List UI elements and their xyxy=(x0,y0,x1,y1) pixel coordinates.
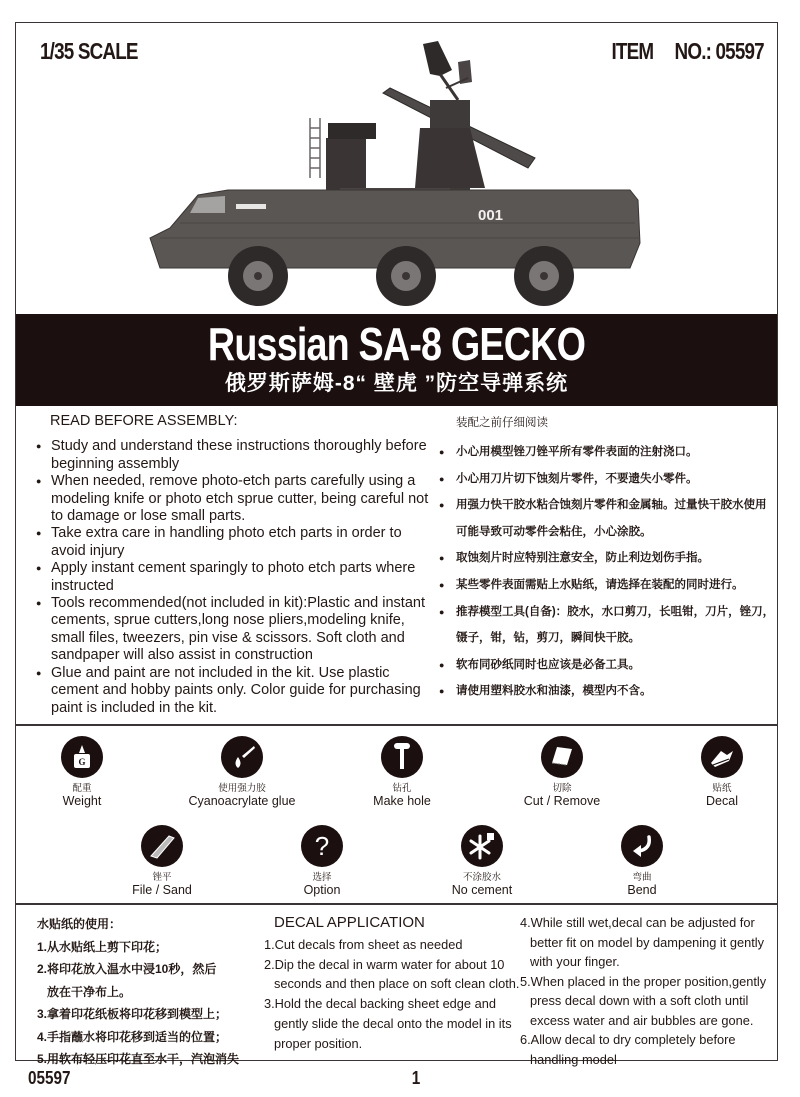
list-item: ● 小心用模型锉刀锉平所有零件表面的注射浇口。 xyxy=(435,439,775,466)
decal-line: 4.手指蘸水将印花移到适当的位置； xyxy=(37,1029,228,1044)
decal-line: 5.用软布轻压印花直至水干，汽泡消失 xyxy=(37,1052,240,1066)
list-item: ● 软布同砂纸同时也应该是必备工具。 xyxy=(435,652,775,679)
symbol-cut: 切除 Cut / Remove xyxy=(482,736,642,808)
list-item: ● Tools recommended(not included in kit):Plastic and instant cements, sprue cutters,long nose pliers,modeling knife, small files, tweezers, pin vise & scissors. Soft cloth and sandpaper will also assist in construction xyxy=(30,595,435,665)
list-item: ● 请使用塑料胶水和油漆，模型内不含。 xyxy=(435,678,775,705)
symbol-file: 锉平 File / Sand xyxy=(82,825,242,897)
title-banner xyxy=(16,314,777,406)
footer-item-number: 05597 xyxy=(28,1068,71,1088)
scale-label: 1/35 SCALE xyxy=(40,38,138,64)
divider xyxy=(16,903,777,905)
list-item: ● 某些零件表面需贴上水贴纸，请选择在装配的同时进行。 xyxy=(435,572,775,599)
list-item: ● Apply instant cement sparingly to photo etch parts where instructed xyxy=(30,560,435,595)
symbol-no-cement: 不涂胶水 No cement xyxy=(402,825,562,897)
list-item: ● Glue and paint are not included in the kit. Use plastic cement and hobby paints only. Color guide for purchasing paint is included in the kit. xyxy=(30,665,435,717)
decal-heading-cn: 水贴纸的使用： xyxy=(37,917,122,931)
item-label: ITEM xyxy=(611,38,654,64)
file-icon xyxy=(141,825,183,867)
decal-line: 1.从水贴纸上剪下印花； xyxy=(37,939,168,954)
decal-step: 6.Allow decal to dry completely before handling model xyxy=(520,1032,736,1067)
decal-line: 2.将印花放入温水中浸10秒，然后 xyxy=(37,962,217,976)
knife-icon xyxy=(541,736,583,778)
decal-instructions-en-continued xyxy=(520,913,780,1069)
bend-arrow-icon xyxy=(621,825,663,867)
list-item: ● 推荐模型工具(自备)：胶水，水口剪刀，长咀钳，刀片，锉刀，镊子，钳，钻，剪刀，瞬间快干胶。 xyxy=(435,599,775,652)
page-number: 1 xyxy=(411,1068,421,1088)
question-icon: ? xyxy=(301,825,343,867)
list-item: ● 用强力快干胶水粘合蚀刻片零件和金属轴。过量快干胶水使用可能导致可动零件会粘住，小心涂胶。 xyxy=(435,492,775,545)
decal-instructions-en xyxy=(264,913,524,1053)
symbol-make-hole: 钻孔 Make hole xyxy=(322,736,482,808)
symbol-glue: 使用强力胶 Cyanoacrylate glue xyxy=(162,736,322,808)
decal-icon xyxy=(701,736,743,778)
list-item: ● 小心用刀片切下蚀刻片零件，不要遗失小零件。 xyxy=(435,466,775,493)
vehicle-illustration xyxy=(140,38,650,308)
glue-drop-icon xyxy=(221,736,263,778)
symbol-bend: 弯曲 Bend xyxy=(562,825,722,897)
svg-text:G: G xyxy=(78,757,86,767)
decal-heading: DECAL APPLICATION xyxy=(274,914,425,931)
list-item: ● Study and understand these instructions thoroughly before beginning assembly xyxy=(30,438,435,473)
decal-line: 3.拿着印花纸板将印花移到模型上； xyxy=(37,1007,228,1021)
decal-step: 3.Hold the decal backing sheet edge and gently slide the decal onto the model in its proper position. xyxy=(264,996,512,1051)
weight-icon xyxy=(61,736,103,778)
decal-line: 放在干净布上。 xyxy=(47,984,132,999)
radar-icon xyxy=(423,41,472,100)
no-cement-icon xyxy=(461,825,503,867)
symbol-decal: 贴纸 Decal xyxy=(642,736,800,808)
decal-step: 2.Dip the decal in warm water for about 10 seconds and then place on soft clean cloth. xyxy=(264,956,520,992)
item-no: NO.: 05597 xyxy=(674,38,764,64)
decal-step: 1.Cut decals from sheet as needed xyxy=(264,937,463,952)
product-title: Russian SA-8 GECKO xyxy=(207,318,586,370)
symbols-legend xyxy=(16,726,777,904)
hull-number: 001 xyxy=(478,207,504,224)
section-heading: 装配之前仔细阅读 xyxy=(456,417,548,429)
decal-instructions-cn xyxy=(37,913,239,1071)
decal-step: 5.When placed in the proper position,gently press decal down with a soft cloth until excess water and air bubbles are gone. xyxy=(520,973,767,1028)
read-before-assembly-cn xyxy=(435,413,775,705)
drill-icon xyxy=(381,736,423,778)
product-subtitle-cn: 俄罗斯萨姆-8“ 壁虎 ”防空导弹系统 xyxy=(224,372,569,395)
symbol-weight: G 配重 Weight xyxy=(2,736,162,808)
list-item: ● Take extra care in handling photo etch parts in order to avoid injury xyxy=(30,525,435,560)
symbol-option: ? 选择 Option xyxy=(242,825,402,897)
list-item: ● When needed, remove photo-etch parts carefully using a modeling knife or photo etch sprue cutter, being careful not to damage or lose small parts. xyxy=(30,473,435,525)
decal-step: 4.While still wet,decal can be adjusted for better fit on model by dampening it gently with your finger. xyxy=(520,915,765,969)
section-heading: READ BEFORE ASSEMBLY: xyxy=(50,413,238,429)
list-item: ● 取蚀刻片时应特别注意安全，防止利边划伤手指。 xyxy=(435,545,775,572)
read-before-assembly-en xyxy=(30,413,435,717)
